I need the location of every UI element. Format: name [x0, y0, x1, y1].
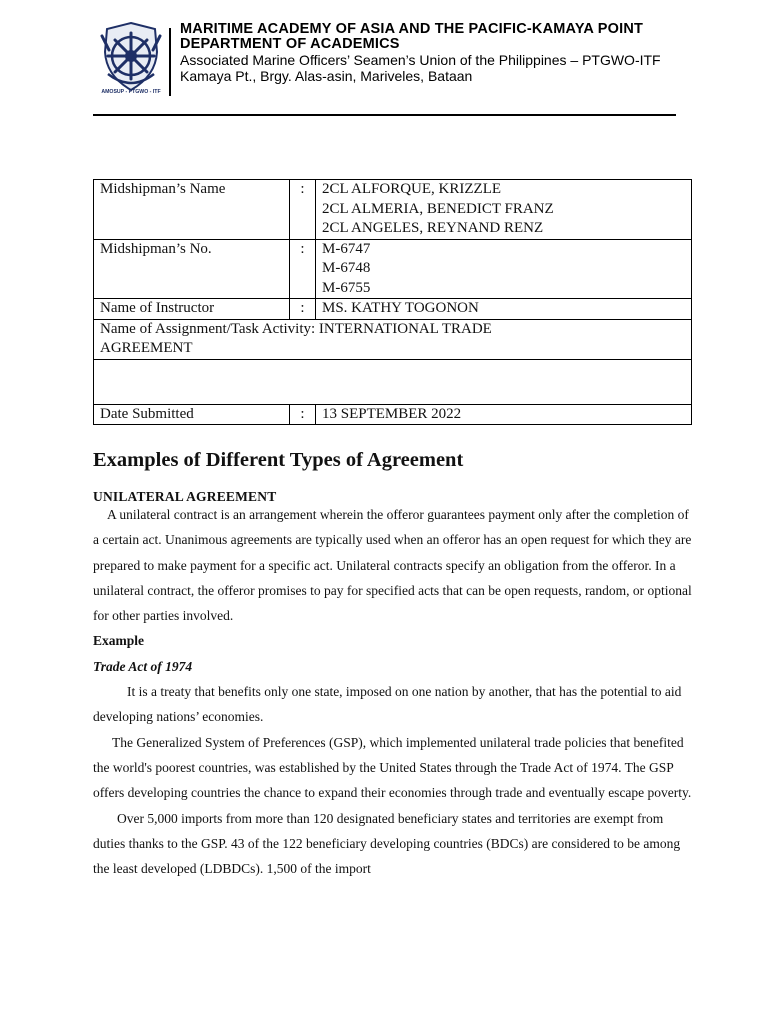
example-label: Example [93, 633, 145, 649]
number-label: Midshipman’s No. [94, 239, 290, 299]
assignment-text: Name of Assignment/Task Activity: INTERNATIONAL TRADE AGREEMENT [94, 319, 692, 359]
instructor-label: Name of Instructor [94, 299, 290, 320]
letterhead [98, 22, 698, 102]
name-value: 2CL ANGELES, REYNAND RENZ [322, 220, 544, 236]
name-values [316, 180, 692, 240]
example-title: Trade Act of 1974 [93, 658, 193, 674]
academy-logo [98, 22, 164, 94]
department-name: DEPARTMENT OF ACADEMICS [180, 36, 400, 52]
colon: : [290, 180, 316, 240]
instructor-row [94, 299, 692, 320]
assignment-row [94, 319, 692, 359]
date-row [94, 404, 692, 425]
colon: : [290, 239, 316, 299]
number-value: M-6755 [322, 279, 371, 296]
name-value: 2CL ALFORQUE, KRIZZLE [322, 181, 502, 197]
name-label: Midshipman’s Name [94, 180, 290, 240]
name-row [94, 180, 692, 240]
document-body [93, 502, 693, 881]
colon: : [290, 299, 316, 320]
header-text [180, 22, 661, 84]
number-row [94, 239, 692, 299]
affiliation-line: Associated Marine Officers’ Seamen’s Union of the Philippines – PTGWO-ITF [180, 52, 661, 68]
section-heading: UNILATERAL AGREEMENT [93, 489, 277, 504]
info-table [93, 179, 692, 425]
paragraph: A unilateral contract is an arrangement wherein the offeror guarantees payment only after the completion of a certain act. Unanimous agreements are typically used when an offeror has an open request for which they are prepared to make payment for a specific act. Unilateral contracts specify an obligation from the offeror. In a unilateral contract, the offeror promises to pay for specified acts that can be open requests, random, or optional for other parties involved. [93, 507, 692, 624]
date-value: 13 SEPTEMBER 2022 [316, 404, 692, 425]
header-rule [93, 114, 676, 116]
paragraph: It is a treaty that benefits only one state, imposed on one nation by another, that has the potential to aid developing nations’ economies. [93, 684, 682, 725]
svg-text:AMOSUP - PTGWO - ITF: AMOSUP - PTGWO - ITF [101, 89, 161, 94]
date-label: Date Submitted [94, 404, 290, 425]
header-divider [169, 28, 171, 96]
blank-cell [94, 359, 692, 404]
address-line: Kamaya Pt., Brgy. Alas-asin, Mariveles, Bataan [180, 68, 473, 84]
name-value: 2CL ALMERIA, BENEDICT FRANZ [322, 200, 554, 217]
document-title: Examples of Different Types of Agreement [93, 449, 464, 471]
institution-name: MARITIME ACADEMY OF ASIA AND THE PACIFIC-KAMAYA POINT [180, 21, 644, 37]
number-values [316, 239, 692, 299]
blank-row [94, 359, 692, 404]
paragraph: Over 5,000 imports from more than 120 designated beneficiary states and territories are exempt from duties thanks to the GSP. 43 of the 122 beneficiary developing countries (BDCs) are considered to be among the least developed (LDBDCs). 1,500 of the import [93, 810, 681, 877]
paragraph: The Generalized System of Preferences (GSP), which implemented unilateral trade policies that benefited the world's poorest countries, was established by the United States through the Trade Act of 1974. The GSP offers developing countries the chance to expand their economies through trade and eventually escape poverty. [93, 734, 692, 801]
number-value: M-6747 [322, 240, 371, 257]
number-value: M-6748 [322, 260, 371, 276]
colon: : [290, 404, 316, 425]
instructor-value: MS. KATHY TOGONON [316, 299, 692, 320]
